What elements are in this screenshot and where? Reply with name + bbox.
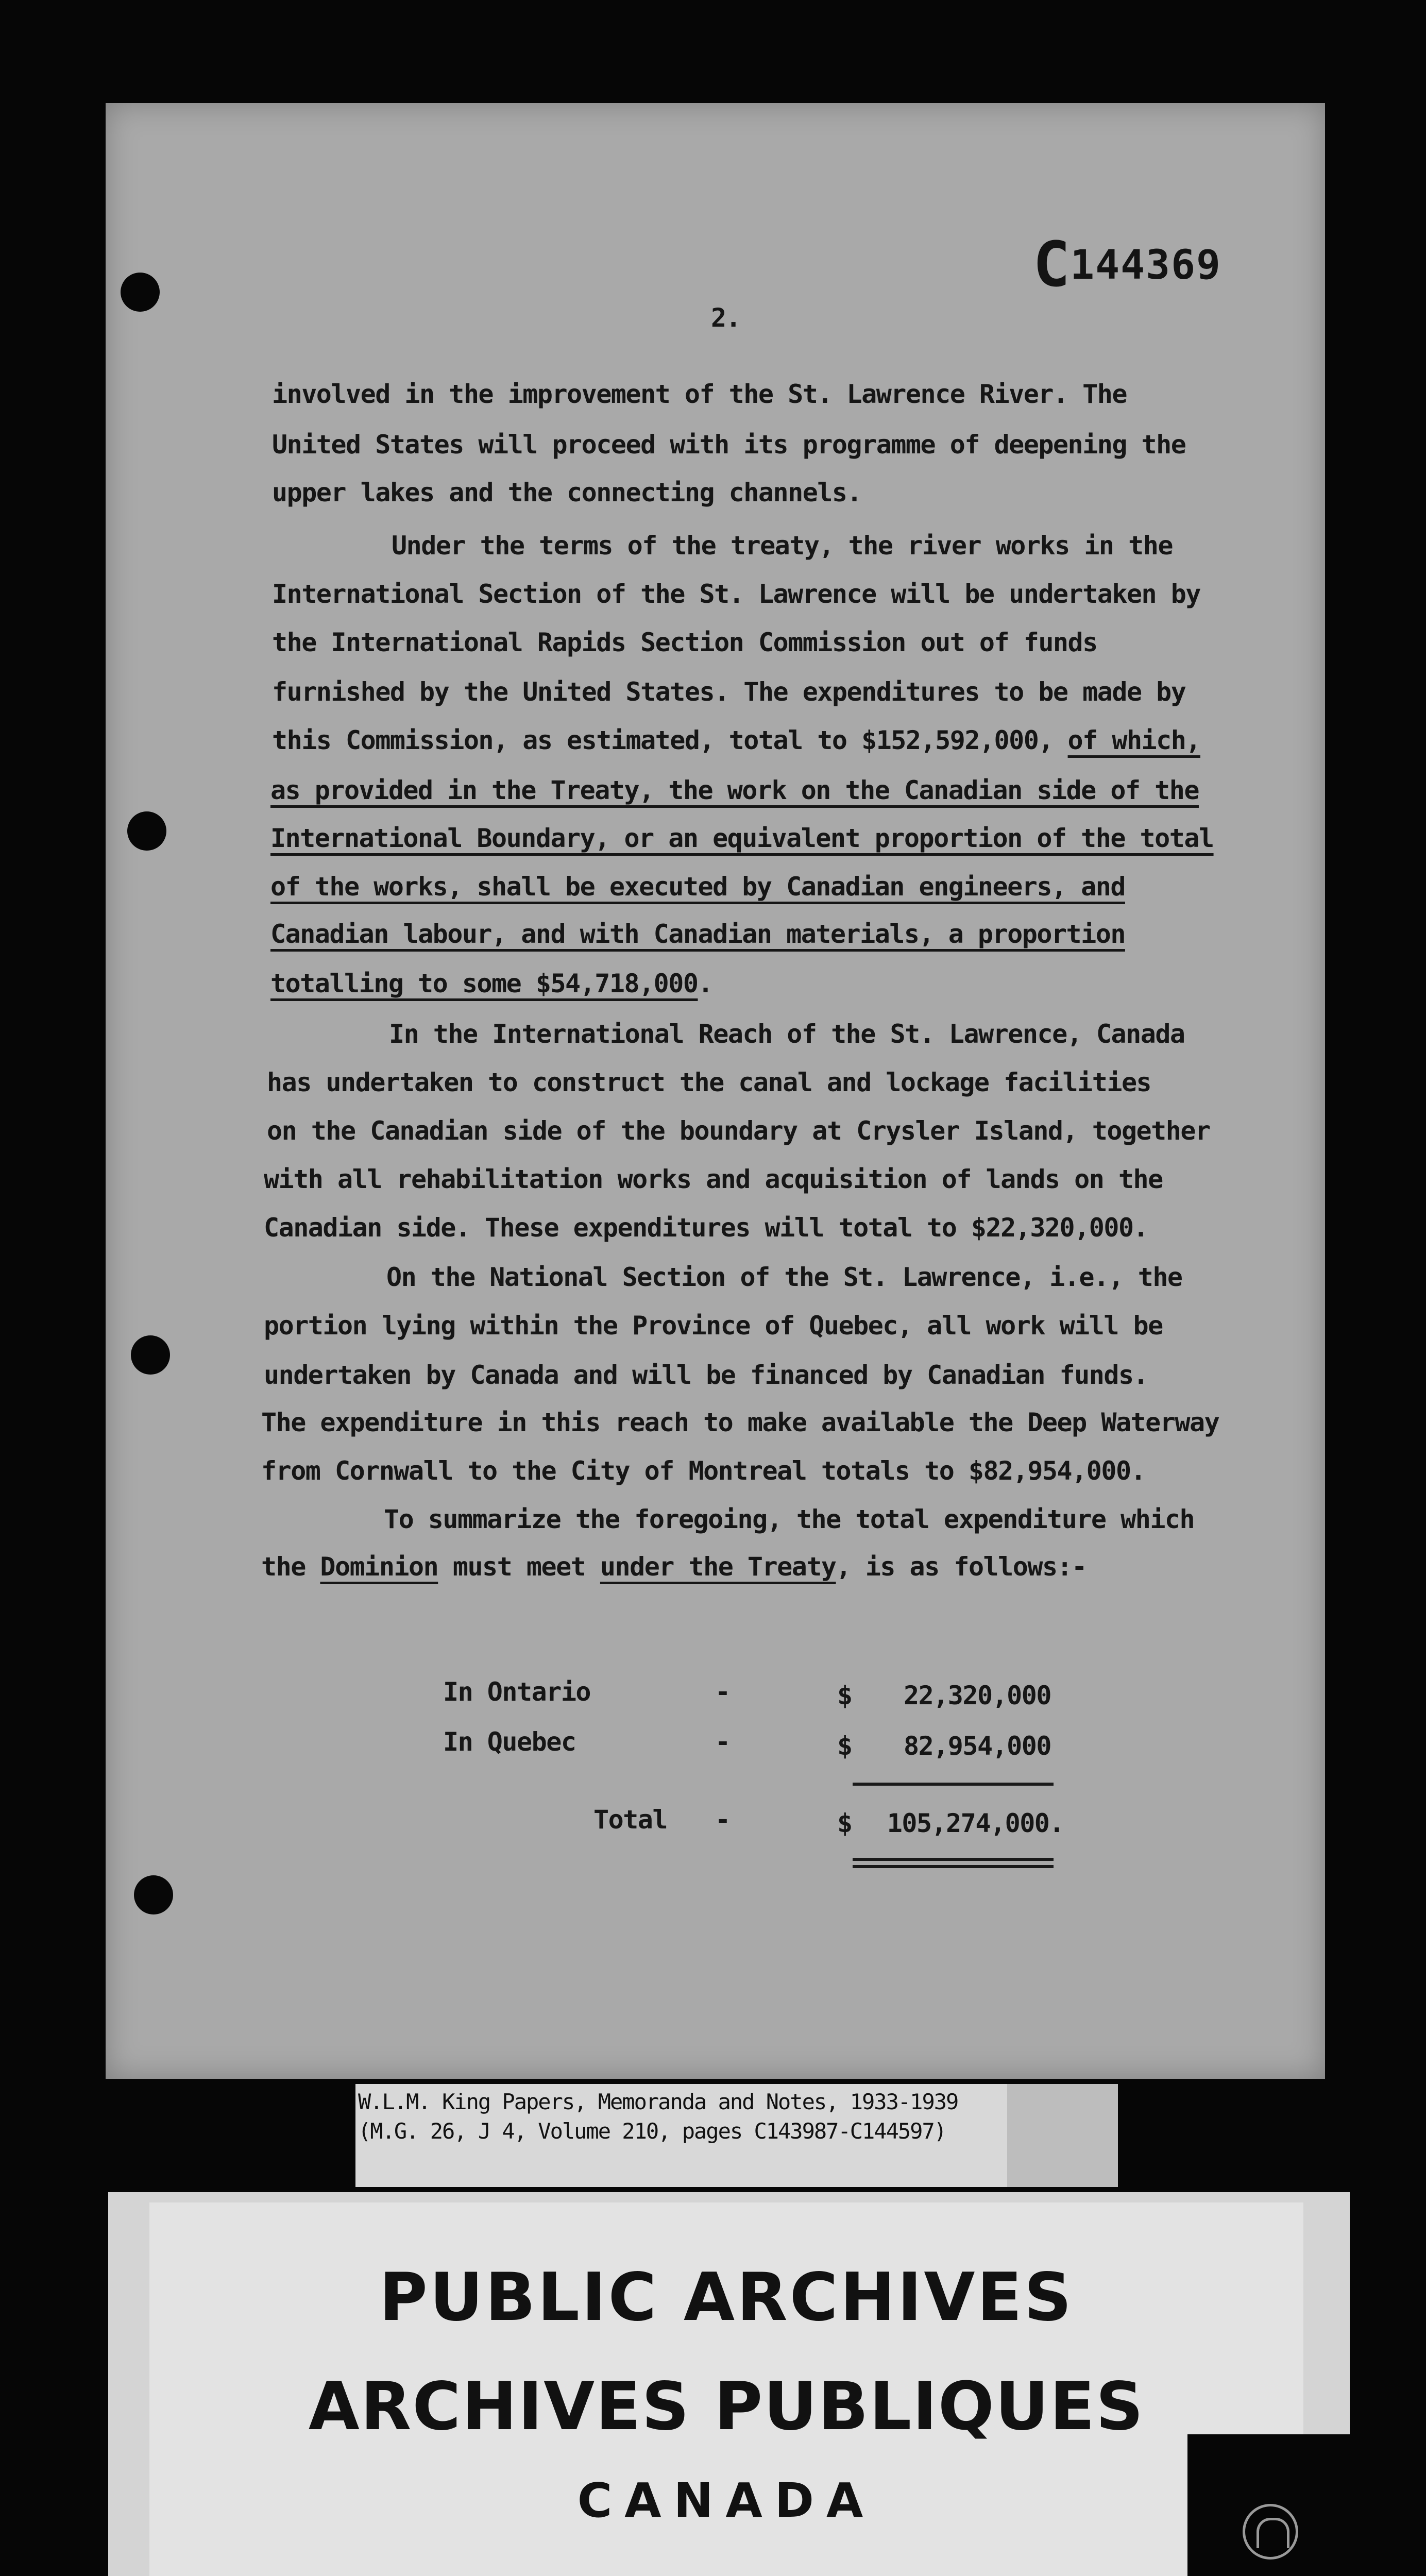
body-text: from Cornwall to the City of Montreal totals to $82,954,000. [261, 1456, 1146, 1486]
body-line [272, 379, 1127, 409]
archive-title-french: ARCHIVES PUBLIQUES [308, 2368, 1145, 2445]
body-text: Under the terms of the treaty, the river works in the [392, 531, 1173, 561]
underlined-text: of which, [1067, 725, 1200, 755]
body-line [264, 1311, 1163, 1341]
document-number [1033, 229, 1221, 301]
body-line [270, 969, 712, 998]
body-line [270, 775, 1199, 805]
body-text: must meet [438, 1552, 600, 1582]
summary-row-quebec-label: In Quebec [443, 1727, 576, 1757]
body-line [270, 872, 1125, 902]
body-line [386, 1262, 1182, 1292]
archive-country: CANADA [577, 2473, 876, 2528]
underlined-text: Dominion [320, 1552, 438, 1582]
underlined-text: Canadian labour, and with Canadian materials, a proportion [270, 919, 1125, 949]
body-line [272, 628, 1097, 657]
summary-row-ontario-currency: $ [837, 1681, 852, 1710]
body-text: the International Rapids Section Commission out of funds [272, 628, 1097, 657]
body-text: upper lakes and the connecting channels. [272, 478, 862, 507]
body-text: International Section of the St. Lawrence will be undertaken by [272, 579, 1200, 609]
underlined-text: under the Treaty [600, 1552, 836, 1582]
body-line [264, 1164, 1163, 1194]
body-text: Canadian side. These expenditures will total to $22,320,000. [264, 1213, 1148, 1243]
body-text: . [698, 969, 713, 998]
archive-label-line-1: W.L.M. King Papers, Memoranda and Notes, 1933-1939 [358, 2089, 958, 2114]
body-text: on the Canadian side of the boundary at Crysler Island, together [267, 1116, 1210, 1146]
summary-row-ontario-dash: - [715, 1677, 730, 1707]
document-number-value: 144369 [1070, 242, 1222, 289]
body-text: the [261, 1552, 320, 1582]
summary-row-ontario-label: In Ontario [443, 1677, 591, 1707]
body-line [272, 677, 1185, 707]
total-double-rule-top [853, 1858, 1054, 1861]
body-text: The expenditure in this reach to make available the Deep Waterway [261, 1408, 1219, 1437]
summary-row-quebec-currency: $ [837, 1731, 852, 1761]
punch-hole-2 [127, 811, 166, 851]
archive-title-english: PUBLIC ARCHIVES [379, 2259, 1074, 2336]
body-line [264, 1360, 1148, 1390]
punch-hole-4 [134, 1875, 173, 1914]
body-text: In the International Reach of the St. Lawrence, Canada [389, 1019, 1185, 1049]
body-text: United States will proceed with its programme of deepening the [272, 430, 1186, 460]
body-text: this Commission, as estimated, total to $152,592,000, [272, 725, 1068, 755]
summary-row-ontario-amount: 22,320,000 [903, 1681, 1051, 1710]
summary-total-currency: $ [837, 1808, 852, 1838]
punch-hole-1 [121, 273, 160, 312]
body-line [389, 1019, 1185, 1049]
body-text: involved in the improvement of the St. Lawrence River. The [272, 379, 1127, 409]
body-line [392, 531, 1173, 561]
body-text: , is as follows:- [836, 1552, 1087, 1582]
body-line [384, 1504, 1194, 1534]
body-line [270, 919, 1125, 949]
summary-total-dash: - [715, 1805, 730, 1835]
archive-label-tab [1007, 2084, 1118, 2187]
body-text: On the National Section of the St. Lawrence, i.e., the [386, 1262, 1182, 1292]
body-line [272, 478, 861, 507]
body-line [270, 823, 1214, 853]
body-line [267, 1067, 1151, 1097]
summary-row-quebec-dash: - [715, 1727, 730, 1757]
sum-rule [853, 1783, 1054, 1786]
page-number: 2. [711, 303, 741, 333]
body-line [261, 1456, 1145, 1486]
body-text: has undertaken to construct the canal and lockage facilities [267, 1067, 1151, 1097]
underlined-text: International Boundary, or an equivalent proportion of the total [270, 823, 1214, 853]
body-line [264, 1213, 1148, 1243]
body-line [267, 1116, 1210, 1146]
body-text: portion lying within the Province of Quebec, all work will be [264, 1311, 1163, 1341]
archive-label-line-2: (M.G. 26, J 4, Volume 210, pages C143987-C144597) [358, 2119, 946, 2144]
body-line [261, 1552, 1087, 1582]
underlined-text: of the works, shall be executed by Canadian engineers, and [270, 872, 1125, 902]
document-number-prefix: C [1033, 229, 1071, 301]
summary-row-quebec-amount: 82,954,000 [903, 1731, 1051, 1761]
underlined-text: totalling to some $54,718,000 [270, 969, 698, 998]
body-text: undertaken by Canada and will be financed by Canadian funds. [264, 1360, 1148, 1390]
body-line [261, 1408, 1219, 1437]
punch-hole-3 [131, 1335, 170, 1375]
underlined-text: as provided in the Treaty, the work on the Canadian side of the [270, 775, 1199, 805]
microfilm-stamp-icon [1243, 2504, 1298, 2560]
body-text: with all rehabilitation works and acquisition of lands on the [264, 1164, 1163, 1194]
body-line [272, 430, 1185, 460]
body-text: To summarize the foregoing, the total expenditure which [384, 1504, 1195, 1534]
summary-total-amount: 105,274,000. [887, 1808, 1064, 1838]
body-line [272, 725, 1200, 755]
summary-total-label: Total [593, 1805, 668, 1835]
body-text: furnished by the United States. The expenditures to be made by [272, 677, 1186, 707]
body-line [272, 579, 1200, 609]
total-double-rule-bottom [853, 1865, 1054, 1868]
